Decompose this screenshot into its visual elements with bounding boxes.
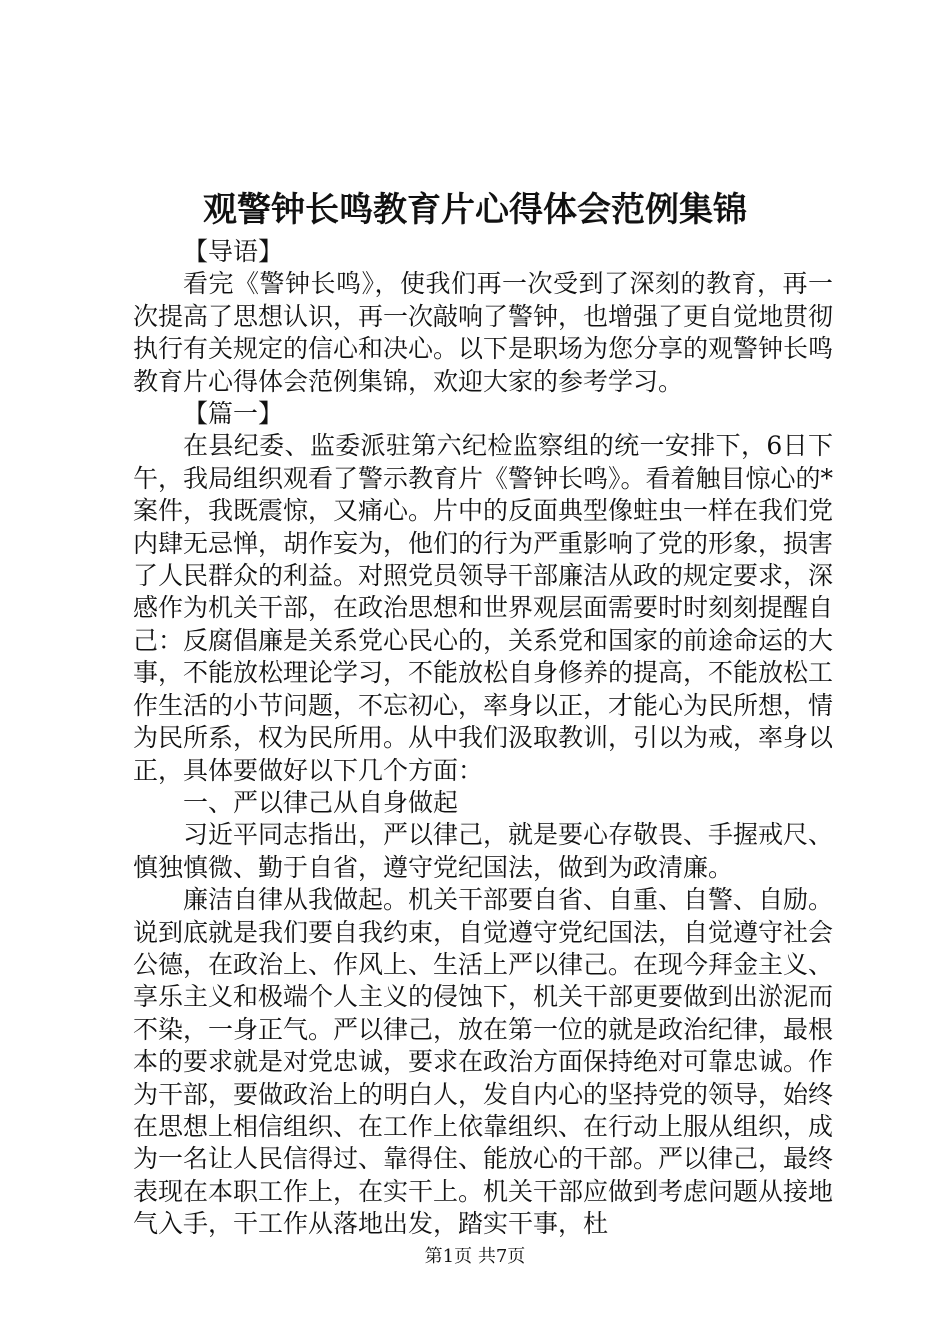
document-body [133,236,833,1241]
paragraph-intro: 看完《警钟长鸣》，使我们再一次受到了深刻的教育，再一次提高了思想认识，再一次敲响了警钟，也增强了更自觉地贯彻执行有关规定的信心和决心。以下是职场为您分享的观警钟长鸣教育片心得体会范例集锦，欢迎大家的参考学习。 [133,269,834,396]
paragraph-part-one: 在县纪委、监委派驻第六纪检监察组的统一安排下，6日下午，我局组织观看了警示教育片《警钟长鸣》。看着触目惊心的*案件，我既震惊，又痛心。片中的反面典型像蛀虫一样在我们党内肆无忌惮，胡作妄为，他们的行为严重影响了党的形象，损害了人民群众的利益。对照党员领导干部廉洁从政的规定要求，深感作为机关干部，在政治思想和世界观层面需要时时刻刻提醒自己：反腐倡廉是关系党心民心的，关系党和国家的前途命运的大事，不能放松理论学习，不能放松自身修养的提高，不能放松工作生活的小节问题，不忘初心，率身以正，才能心为民所想，情为民所系，权为民所用。从中我们汲取教训，引以为戒，率身以正，具体要做好以下几个方面： [133,431,834,785]
paragraph-integrity: 廉洁自律从我做起。机关干部要自省、自重、自警、自励。说到底就是我们要自我约束，自觉遵守党纪国法，自觉遵守社会公德，在政治上、作风上、生活上严以律己。在现今拜金主义、享乐主义和极端个人主义的侵蚀下，机关干部更要做到出淤泥而不染，一身正气。严以律己，放在第一位的就是政治纪律，最根本的要求就是对党忠诚，要求在政治方面保持绝对可靠忠诚。作为干部，要做政治上的明白人，发自内心的坚持党的领导，始终在思想上相信组织、在工作上依靠组织、在行动上服从组织，成为一名让人民信得过、靠得住、能放心的干部。严以律己，最终表现在本职工作上，在实干上。机关干部应做到考虑问题从接地气入手，干工作从落地出发，踏实干事，杜 [133,885,834,1239]
document-title: 观警钟长鸣教育片心得体会范例集锦 [203,190,747,230]
subheading-self-discipline: 一、严以律己从自身做起 [183,787,459,817]
section-heading-part-one: 【篇一】 [183,399,284,429]
page-footer: 第1页 共7页 [424,1246,526,1267]
section-heading-intro: 【导语】 [183,237,284,266]
paragraph-quote: 习近平同志指出，严以律己，就是要心存敬畏、手握戒尺、慎独慎微、勤于自省，遵守党纪国法，做到为政清廉。 [133,820,834,882]
